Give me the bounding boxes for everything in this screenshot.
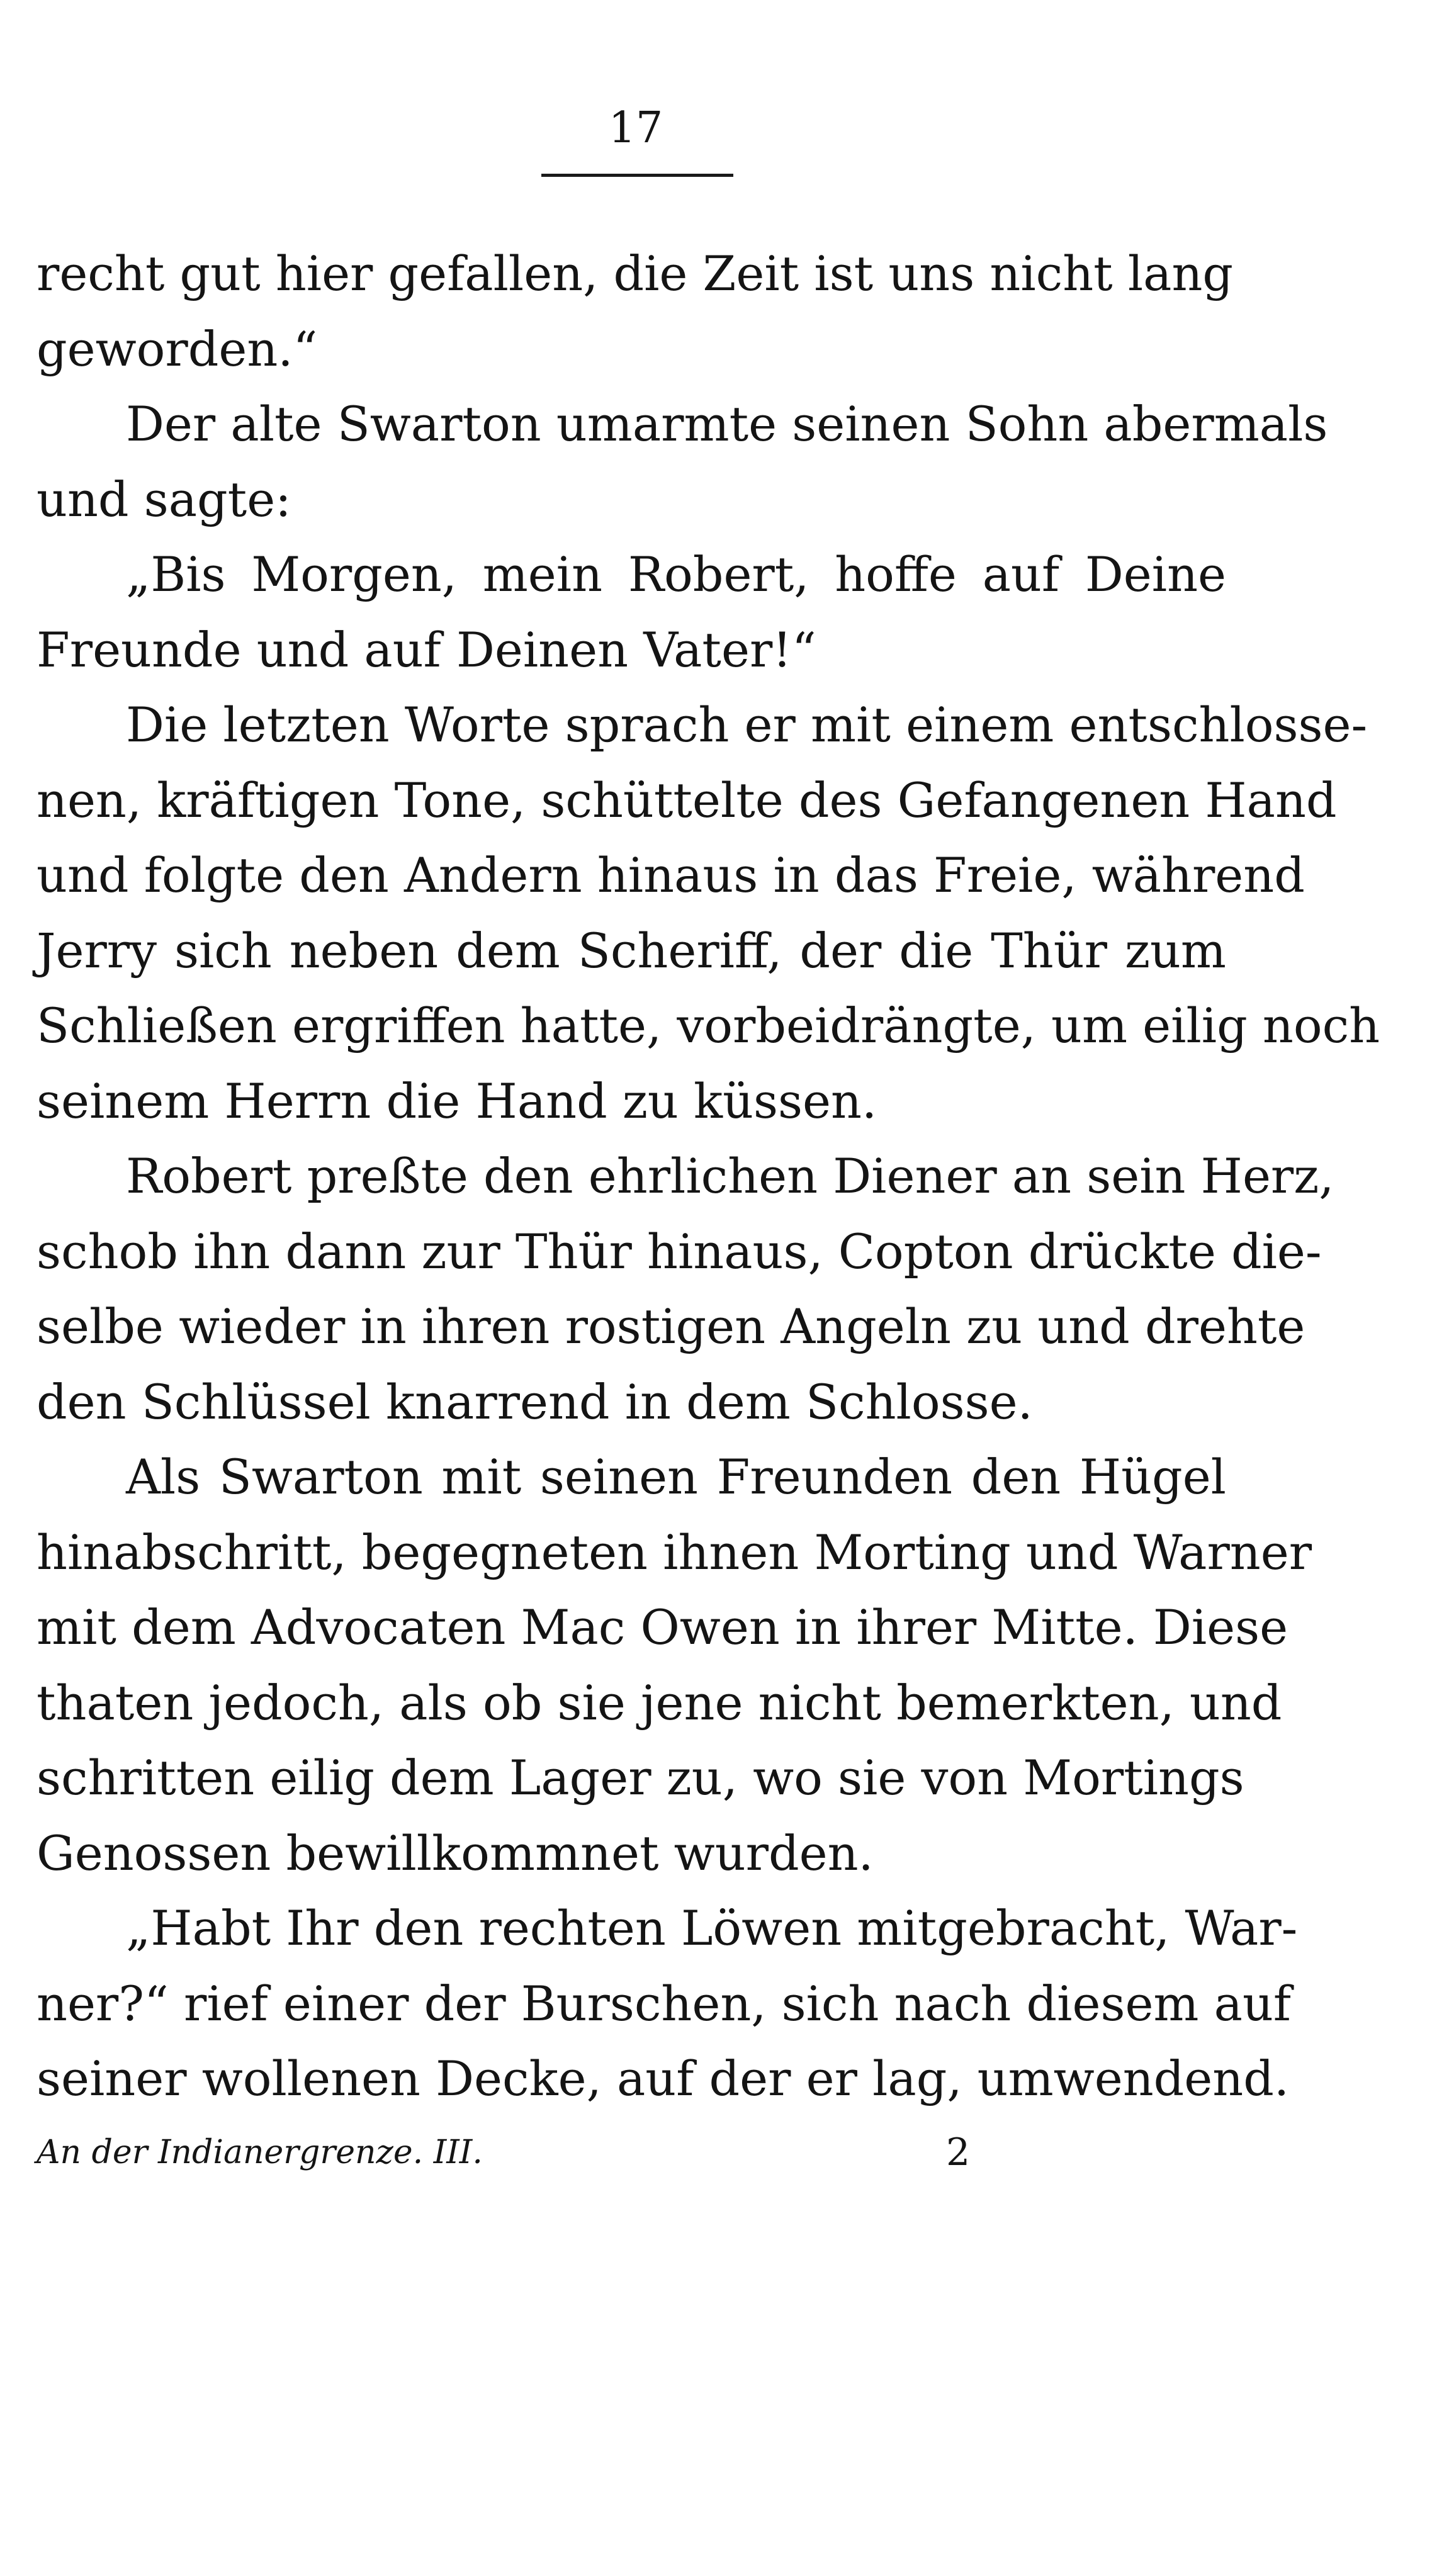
text-line: recht gut hier gefallen, die Zeit ist uns nicht lang [37, 245, 1234, 301]
text-line: seiner wollenen Decke, auf der er lag, umwendend. [37, 2050, 1290, 2106]
text-line: ner?“ rief einer der Burschen, sich nach diesem auf [37, 1975, 1292, 2032]
text-line: nen, kräftigen Tone, schüttelte des Gefangenen Hand [37, 772, 1337, 828]
text-line: Die letzten Worte sprach er mit einem entschlosse- [126, 697, 1368, 753]
text-line: schritten eilig dem Lager zu, wo sie von Mortings [37, 1750, 1244, 1806]
body-text [37, 236, 1380, 2117]
text-line: „Bis Morgen, mein Robert, hoffe auf Deine [126, 546, 1226, 602]
text-line: thaten jedoch, als ob sie jene nicht bemerkten, und [37, 1674, 1282, 1731]
text-line: hinabschritt, begegneten ihnen Morting und Warner [37, 1524, 1312, 1580]
text-line: Als Swarton mit seinen Freunden den Hügel [126, 1449, 1226, 1505]
text-line: mit dem Advocaten Mac Owen in ihrer Mitte. Diese [37, 1599, 1288, 1655]
text-line: Der alte Swarton umarmte seinen Sohn abermals [126, 396, 1328, 452]
text-line: Robert preßte den ehrlichen Diener an sein Herz, [126, 1148, 1334, 1204]
page-number: 17 [608, 103, 663, 153]
text-line: selbe wieder in ihren rostigen Angeln zu und drehte [37, 1298, 1305, 1354]
text-line: seinem Herrn die Hand zu küssen. [37, 1072, 877, 1129]
text-line: Genossen bewillkommnet wurden. [37, 1825, 874, 1881]
text-line: Schließen ergriffen hatte, vorbeidrängte, um eilig noch [37, 998, 1380, 1054]
signature-mark: 2 [946, 2130, 971, 2174]
text-line: schob ihn dann zur Thür hinaus, Copton drückte die- [37, 1223, 1322, 1280]
text-line: Jerry sich neben dem Scheriff, der die Thür zum [37, 922, 1226, 979]
text-line: „Habt Ihr den rechten Löwen mitgebracht, War- [126, 1900, 1298, 1956]
text-line: geworden.“ [37, 320, 318, 377]
text-line: Freunde und auf Deinen Vater!“ [37, 621, 816, 678]
text-line: den Schlüssel knarrend in dem Schlosse. [37, 1373, 1033, 1430]
text-line: und folgte den Andern hinaus in das Freie, während [37, 847, 1305, 903]
header-rule [541, 174, 733, 177]
text-line: und sagte: [37, 471, 291, 527]
signature-title: An der Indianergrenze. III. [37, 2134, 483, 2171]
page-footer [37, 2130, 1107, 2174]
